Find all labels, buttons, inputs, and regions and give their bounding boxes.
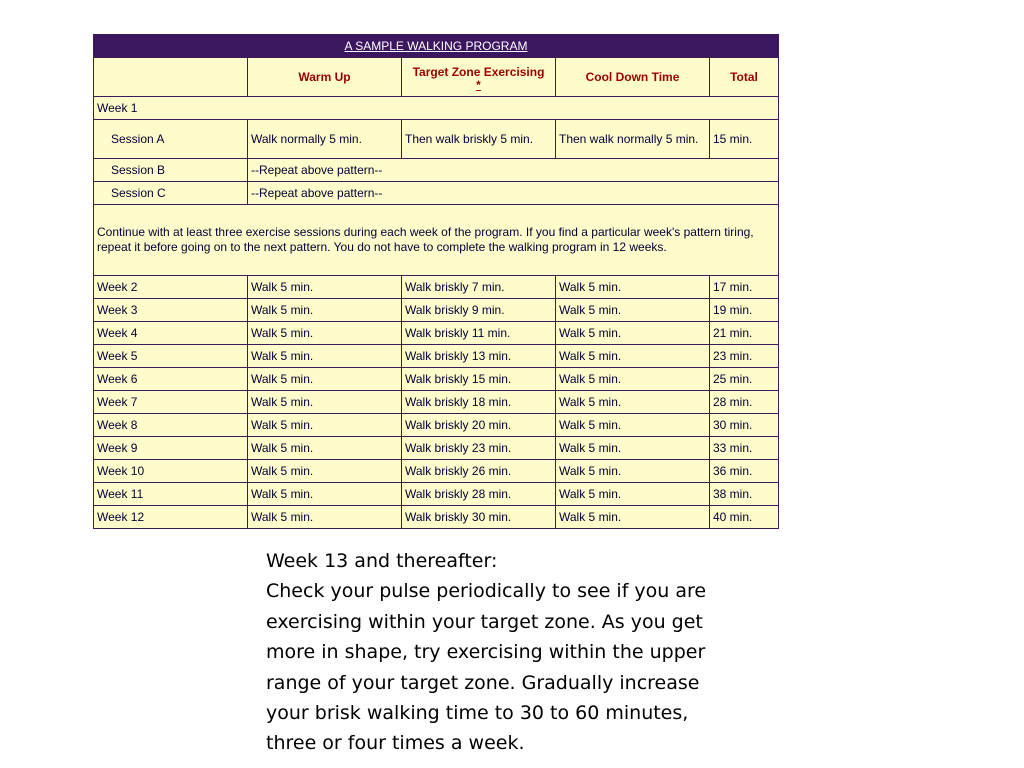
table-row (94, 437, 779, 460)
target-zone-cell: Walk briskly 15 min. (402, 368, 556, 391)
week-label: Week 10 (94, 460, 248, 483)
week-13-note (266, 546, 766, 759)
total-cell: 36 min. (710, 460, 779, 483)
warm-up-cell: Walk 5 min. (248, 414, 402, 437)
cool-down-cell: Walk 5 min. (556, 460, 710, 483)
table-row (94, 299, 779, 322)
session-label: Session C (94, 182, 248, 205)
target-zone-cell: Walk briskly 18 min. (402, 391, 556, 414)
total-cell: 23 min. (710, 345, 779, 368)
total-cell: 19 min. (710, 299, 779, 322)
total-cell: 33 min. (710, 437, 779, 460)
target-zone-cell: Walk briskly 7 min. (402, 276, 556, 299)
header-warm-up: Warm Up (248, 58, 402, 97)
note-heading: Week 13 and thereafter: (266, 550, 498, 572)
target-zone-cell: Walk briskly 9 min. (402, 299, 556, 322)
cool-down-cell: Then walk normally 5 min. (556, 120, 710, 159)
target-zone-cell: Walk briskly 13 min. (402, 345, 556, 368)
warm-up-cell: Walk 5 min. (248, 299, 402, 322)
table-row (94, 368, 779, 391)
warm-up-cell: Walk 5 min. (248, 437, 402, 460)
warm-up-cell: Walk 5 min. (248, 391, 402, 414)
repeat-pattern-cell: --Repeat above pattern-- (248, 182, 779, 205)
header-target-zone (402, 58, 556, 97)
table-row (94, 483, 779, 506)
note-line: Check your pulse periodically to see if you are (266, 580, 707, 603)
total-cell: 38 min. (710, 483, 779, 506)
table-row (94, 159, 779, 182)
repeat-pattern-cell: --Repeat above pattern-- (248, 159, 779, 182)
week-label: Week 6 (94, 368, 248, 391)
cool-down-cell: Walk 5 min. (556, 276, 710, 299)
table-row (94, 276, 779, 299)
target-zone-cell: Walk briskly 23 min. (402, 437, 556, 460)
total-cell: 28 min. (710, 391, 779, 414)
walking-program-table (93, 34, 779, 529)
table-row (94, 414, 779, 437)
asterisk-link[interactable]: * (476, 77, 481, 92)
note-line: range of your target zone. Gradually increase (266, 671, 700, 694)
warm-up-cell: Walk normally 5 min. (248, 120, 402, 159)
total-cell: 30 min. (710, 414, 779, 437)
week-label: Week 3 (94, 299, 248, 322)
total-cell: 17 min. (710, 276, 779, 299)
cool-down-cell: Walk 5 min. (556, 345, 710, 368)
note-line: exercising within your target zone. As you get (266, 610, 703, 633)
header-cool-down: Cool Down Time (556, 58, 710, 97)
warm-up-cell: Walk 5 min. (248, 322, 402, 345)
total-cell: 15 min. (710, 120, 779, 159)
warm-up-cell: Walk 5 min. (248, 345, 402, 368)
cool-down-cell: Walk 5 min. (556, 368, 710, 391)
note-line: three or four times a week. (266, 732, 525, 755)
warm-up-cell: Walk 5 min. (248, 276, 402, 299)
session-label: Session A (94, 120, 248, 159)
target-zone-cell: Walk briskly 20 min. (402, 414, 556, 437)
cool-down-cell: Walk 5 min. (556, 437, 710, 460)
week-label: Week 2 (94, 276, 248, 299)
note-line: more in shape, try exercising within the upper (266, 641, 706, 664)
week-label: Week 8 (94, 414, 248, 437)
total-cell: 40 min. (710, 506, 779, 529)
session-label: Session B (94, 159, 248, 182)
week-label: Week 5 (94, 345, 248, 368)
table-row (94, 460, 779, 483)
target-zone-cell: Walk briskly 30 min. (402, 506, 556, 529)
total-cell: 21 min. (710, 322, 779, 345)
table-row (94, 120, 779, 159)
target-zone-cell: Then walk briskly 5 min. (402, 120, 556, 159)
table-row (94, 345, 779, 368)
continue-note: Continue with at least three exercise sessions during each week of the program. If you find a particular week's pattern tiring, repeat it before going on to the next pattern. You do not have to complete the walking program in 12 weeks. (94, 205, 779, 276)
cool-down-cell: Walk 5 min. (556, 322, 710, 345)
header-target-zone-label: Target Zone Exercising (412, 64, 545, 79)
note-line: your brisk walking time to 30 to 60 minutes, (266, 702, 689, 725)
table-row (94, 391, 779, 414)
warm-up-cell: Walk 5 min. (248, 506, 402, 529)
total-cell: 25 min. (710, 368, 779, 391)
cool-down-cell: Walk 5 min. (556, 483, 710, 506)
target-zone-cell: Walk briskly 28 min. (402, 483, 556, 506)
cool-down-cell: Walk 5 min. (556, 299, 710, 322)
warm-up-cell: Walk 5 min. (248, 368, 402, 391)
warm-up-cell: Walk 5 min. (248, 460, 402, 483)
target-zone-cell: Walk briskly 11 min. (402, 322, 556, 345)
week-label: Week 12 (94, 506, 248, 529)
week-1-label: Week 1 (94, 97, 779, 120)
cool-down-cell: Walk 5 min. (556, 391, 710, 414)
target-zone-cell: Walk briskly 26 min. (402, 460, 556, 483)
table-title: A SAMPLE WALKING PROGRAM (94, 35, 779, 58)
warm-up-cell: Walk 5 min. (248, 483, 402, 506)
week-label: Week 7 (94, 391, 248, 414)
week-label: Week 9 (94, 437, 248, 460)
week-label: Week 4 (94, 322, 248, 345)
header-blank (94, 58, 248, 97)
table-row (94, 506, 779, 529)
table-row (94, 182, 779, 205)
table-row (94, 322, 779, 345)
week-label: Week 11 (94, 483, 248, 506)
cool-down-cell: Walk 5 min. (556, 506, 710, 529)
header-total: Total (710, 58, 779, 97)
cool-down-cell: Walk 5 min. (556, 414, 710, 437)
